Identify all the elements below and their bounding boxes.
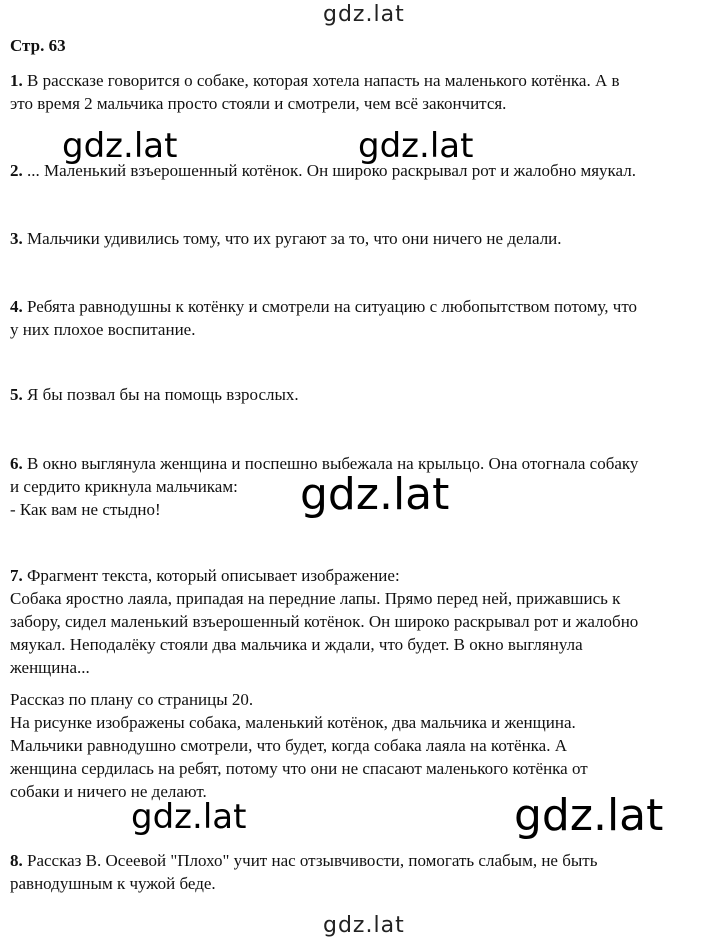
watermark-top: gdz.lat [323, 2, 405, 27]
watermark-3: gdz.lat [300, 469, 450, 520]
answer-8-line-1 [10, 849, 597, 872]
plan-story-line-4: женщина сердилась на ребят, потому что они не спасают маленького котёнка от [10, 759, 588, 778]
answer-4-line-1 [10, 295, 637, 318]
answer-8-text: Рассказ В. Осеевой "Плохо" учит нас отзывчивости, помогать слабым, не быть [27, 851, 598, 870]
answer-5-line-1 [10, 383, 299, 406]
watermark-5: gdz.lat [514, 790, 664, 841]
answer-7-line-1 [10, 564, 400, 587]
answer-4-text: Ребята равнодушны к котёнку и смотрели на ситуацию с любопытством потому, что [27, 297, 638, 316]
plan-story-line-2: На рисунке изображены собака, маленький котёнок, два мальчика и женщина. [10, 713, 576, 732]
answer-7-line-3: забору, сидел маленький взъерошенный котёнок. Он широко раскрывал рот и жалобно [10, 612, 639, 631]
answer-6-text: В окно выглянула женщина и поспешно выбежала на крыльцо. Она отогнала собаку [27, 454, 639, 473]
watermark-4: gdz.lat [131, 797, 247, 837]
answer-7-text: Фрагмент текста, который описывает изображение: [27, 566, 400, 585]
plan-story-line-5: собаки и ничего не делают. [10, 782, 207, 801]
answer-1-number: 1. [10, 71, 23, 90]
answer-3-line-1 [10, 227, 562, 250]
watermark-2: gdz.lat [358, 126, 474, 166]
answer-4-line-2: у них плохое воспитание. [10, 320, 196, 339]
answer-1-text: В рассказе говорится о собаке, которая хотела напасть на маленького котёнка. А в [27, 71, 620, 90]
answer-7-number: 7. [10, 566, 23, 585]
answer-6-line-3: - Как вам не стыдно! [10, 500, 161, 519]
plan-story-line-1: Рассказ по плану со страницы 20. [10, 690, 254, 709]
answer-3-text: Мальчики удивились тому, что их ругают за то, что они ничего не делали. [27, 229, 562, 248]
answer-8-line-2: равнодушным к чужой беде. [10, 874, 216, 893]
answer-2-text: ... Маленький взъерошенный котёнок. Он широко раскрывал рот и жалобно мяукал. [27, 161, 636, 180]
answer-4-number: 4. [10, 297, 23, 316]
answer-6-line-2: и сердито крикнула мальчикам: [10, 477, 238, 496]
answer-8-number: 8. [10, 851, 23, 870]
answer-6-number: 6. [10, 454, 23, 473]
watermark-1: gdz.lat [62, 126, 178, 166]
answer-5-text: Я бы позвал бы на помощь взрослых. [27, 385, 299, 404]
answer-2-number: 2. [10, 161, 23, 180]
plan-story-line-3: Мальчики равнодушно смотрели, что будет, когда собака лаяла на котёнка. А [10, 736, 567, 755]
answer-3-number: 3. [10, 229, 23, 248]
answer-1-line-1 [10, 69, 620, 92]
answer-7-line-2: Собака яростно лаяла, припадая на передние лапы. Прямо перед ней, прижавшись к [10, 589, 621, 608]
answer-7-line-5: женщина... [10, 658, 90, 677]
watermark-bottom: gdz.lat [323, 913, 405, 938]
answer-5-number: 5. [10, 385, 23, 404]
answer-1-line-2: это время 2 мальчика просто стояли и смотрели, чем всё закончится. [10, 94, 507, 113]
answer-7-line-4: мяукал. Неподалёку стояли два мальчика и ждали, что будет. В окно выглянула [10, 635, 583, 654]
page-label: Стр. 63 [10, 36, 66, 55]
